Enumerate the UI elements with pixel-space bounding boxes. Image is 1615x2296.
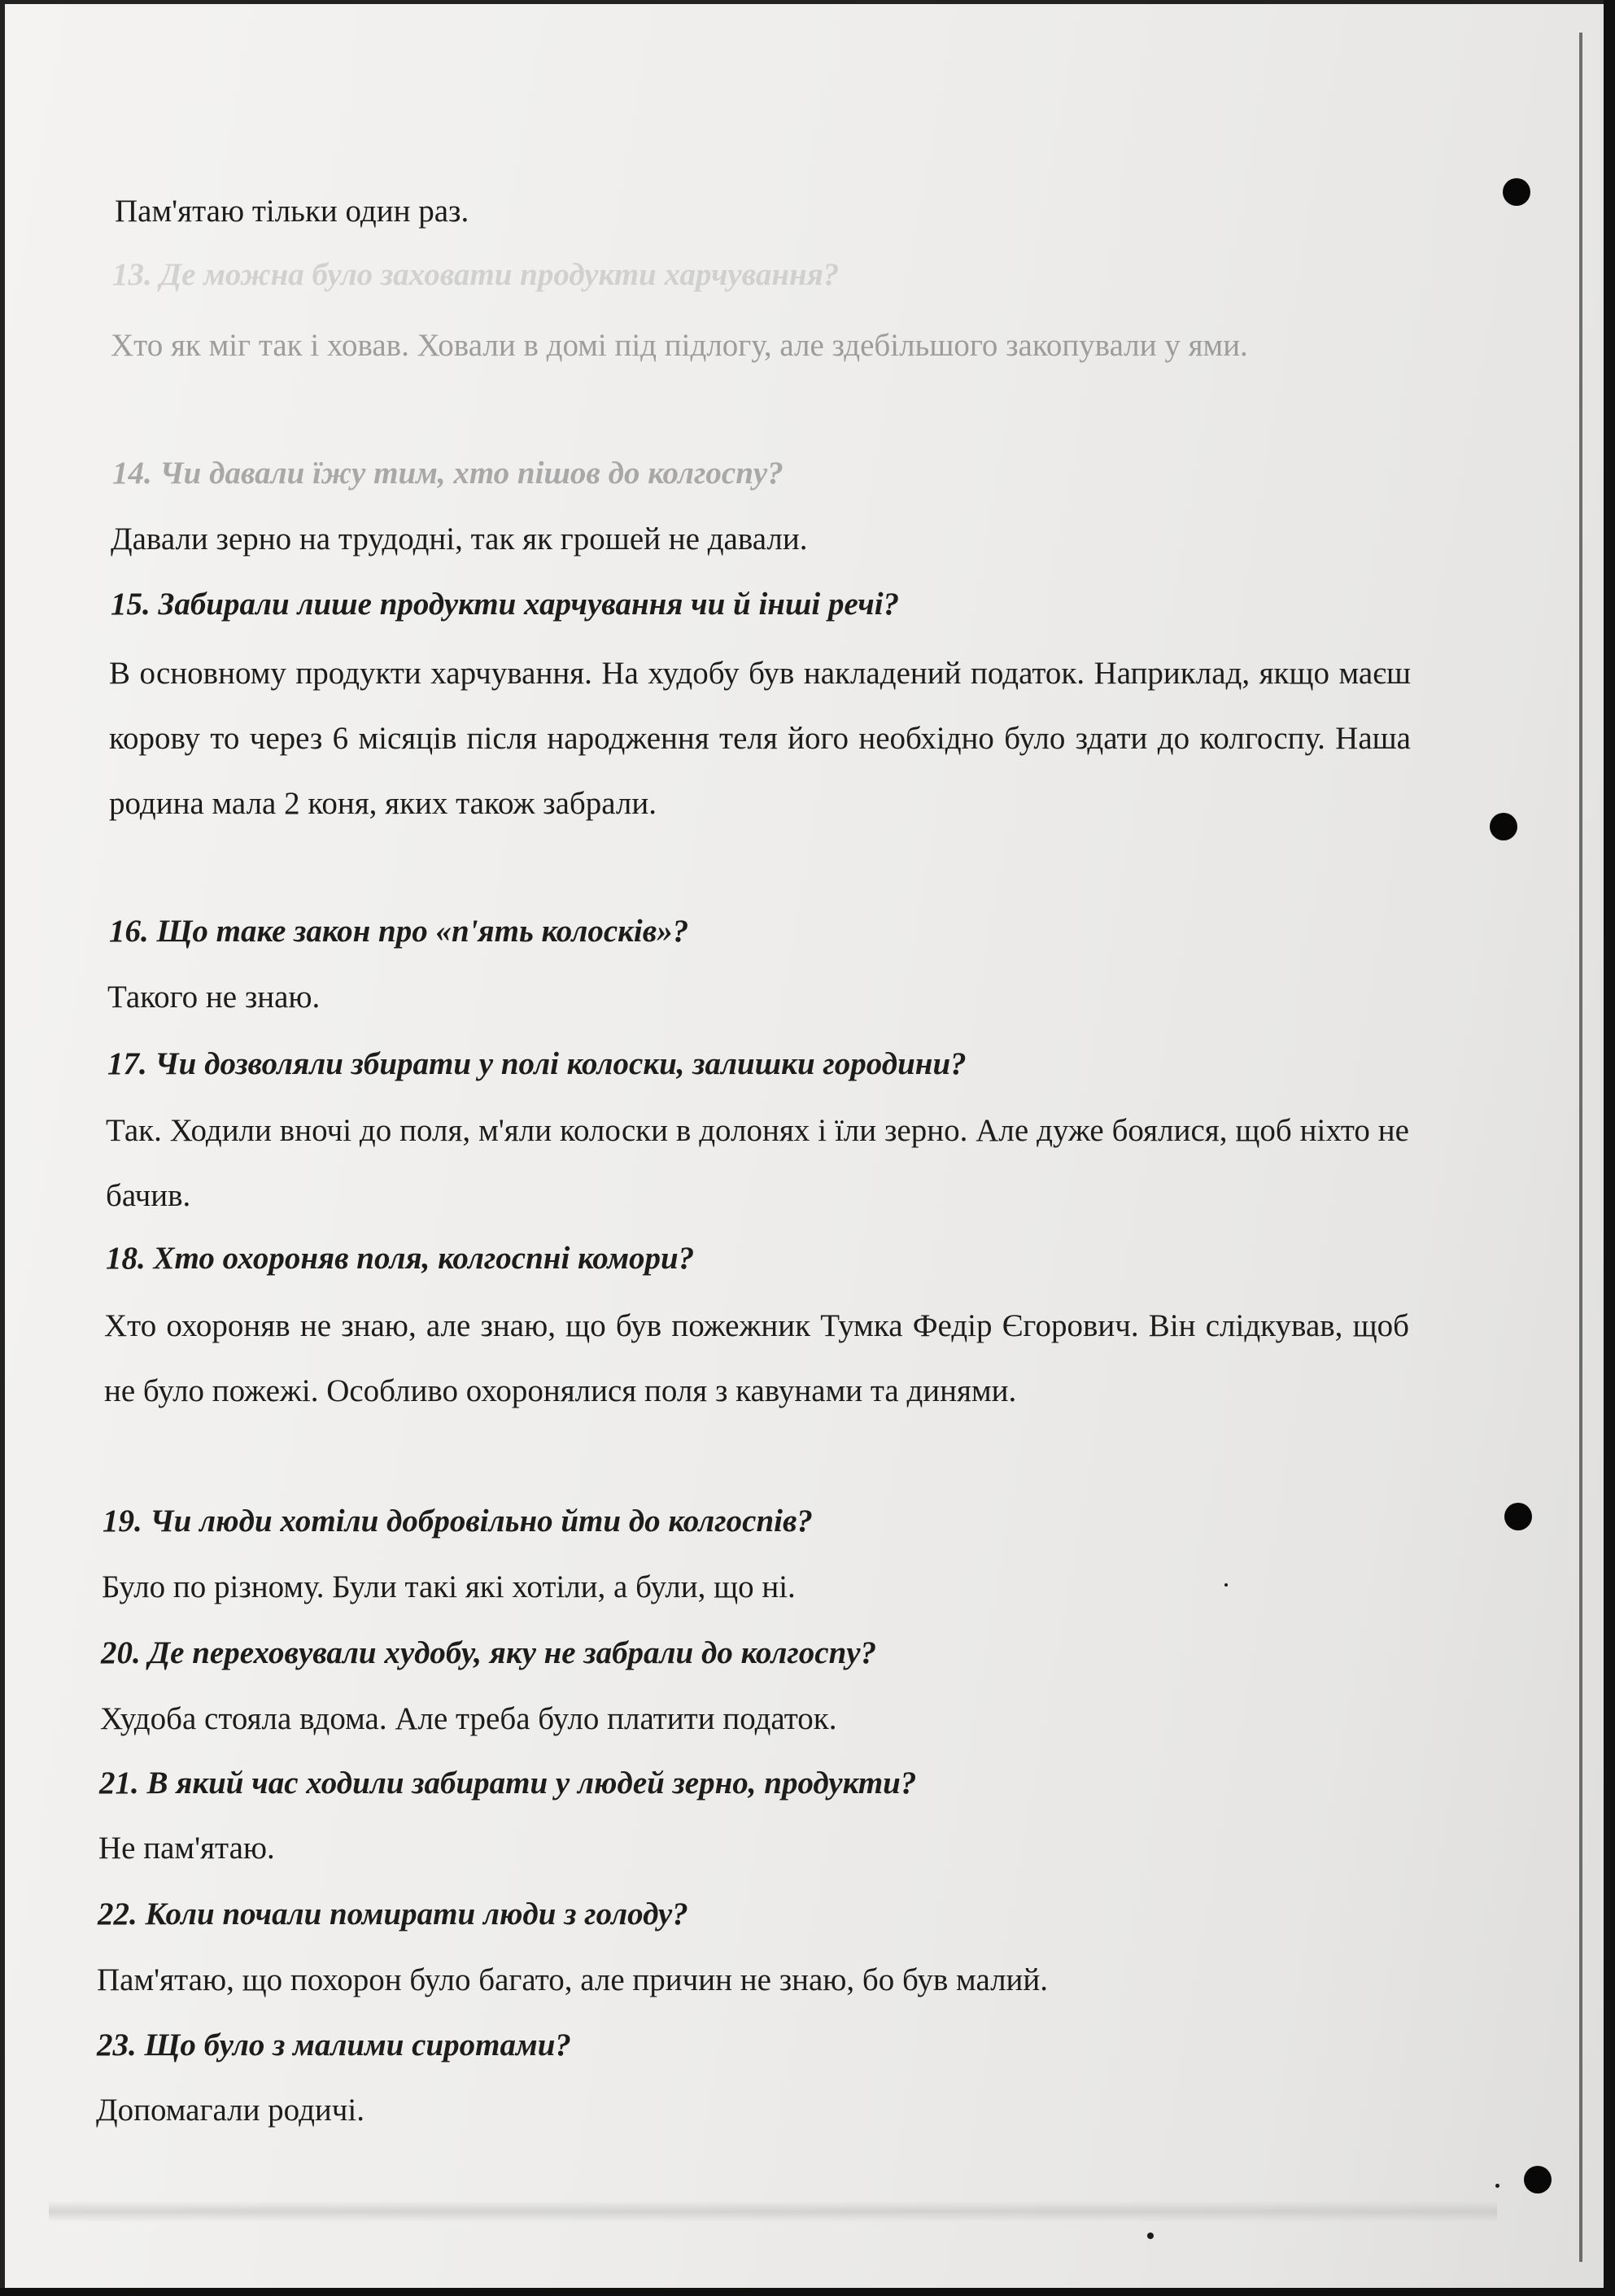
scan-edge-right: [1604, 0, 1615, 2296]
answer-14: Давали зерно на трудодні, так як грошей не давали.: [111, 522, 808, 557]
answer-19: Було по різному. Були такі які хотіли, а були, що ні.: [102, 1569, 796, 1604]
punch-hole-icon: [1524, 2166, 1552, 2193]
paper-fold-line: [1579, 33, 1582, 2262]
dust-speck: [1495, 2184, 1499, 2188]
question-23: 23. Що було з малими сиротами?: [97, 2028, 571, 2062]
question-15: 15. Забирали лише продукти харчування чи й інші речі?: [111, 587, 900, 622]
question-22: 22. Коли почали помирати люди з голоду?: [98, 1897, 688, 1932]
question-13: 13. Де можна було заховати продукти харчування?: [112, 257, 840, 292]
scan-edge-top: [0, 0, 1615, 4]
copy-smudge: [49, 2201, 1497, 2222]
answer-21: Не пам'ятаю.: [98, 1831, 275, 1866]
punch-hole-icon: [1490, 813, 1517, 840]
punch-hole-icon: [1503, 178, 1530, 206]
scan-edge-left: [0, 0, 5, 2296]
question-16: 16. Що таке закон про «п'ять колосків»?: [109, 914, 689, 949]
dust-speck: [1224, 1583, 1228, 1587]
answer-13: Хто як міг так і ховав. Ховали в домі під підлогу, але здебільшого закопували у ями.: [111, 328, 1248, 363]
answer-15: В основному продукти харчування. На худобу був накладений податок. Наприклад, якщо маєш корову то через 6 місяців після народження теля його необхідно було здати до колгоспу. Наша родина мала 2 коня, яких також забрали.: [109, 656, 1411, 821]
answer-17: Так. Ходили вночі до поля, м'яли колоски в долонях і їли зерно. Але дуже боялися, щоб ніхто не бачив.: [106, 1113, 1409, 1213]
answer-12: Пам'ятаю тільки один раз.: [115, 194, 469, 229]
question-20: 20. Де переховували худобу, яку не забрали до колгоспу?: [101, 1635, 877, 1670]
answer-22: Пам'ятаю, що похорон було багато, але причин не знаю, бо був малий.: [97, 1962, 1049, 1997]
question-19: 19. Чи люди хотіли добровільно йти до колгоспів?: [103, 1504, 813, 1539]
question-14: 14. Чи давали їжу тим, хто пішов до колгоспу?: [112, 456, 783, 491]
answer-16: Такого не знаю.: [107, 980, 321, 1015]
punch-hole-icon: [1504, 1503, 1532, 1530]
question-17: 17. Чи дозволяли збирати у полі колоски, залишки городини?: [107, 1046, 967, 1081]
answer-20: Худоба стояла вдома. Але треба було платити податок.: [100, 1701, 837, 1736]
question-18: 18. Хто охороняв поля, колгоспні комори?: [106, 1241, 695, 1276]
dust-speck: [1147, 2233, 1154, 2239]
scan-edge-bottom: [0, 2288, 1615, 2296]
answer-23: Допомагали родичі.: [96, 2093, 364, 2128]
question-21: 21. В який час ходили забирати у людей зерно, продукти?: [99, 1766, 917, 1801]
answer-18: Хто охороняв не знаю, але знаю, що був пожежник Тумка Федір Єгорович. Він слідкував, щоб не було пожежі. Особливо охоронялися поля з кавунами та динями.: [104, 1308, 1409, 1408]
